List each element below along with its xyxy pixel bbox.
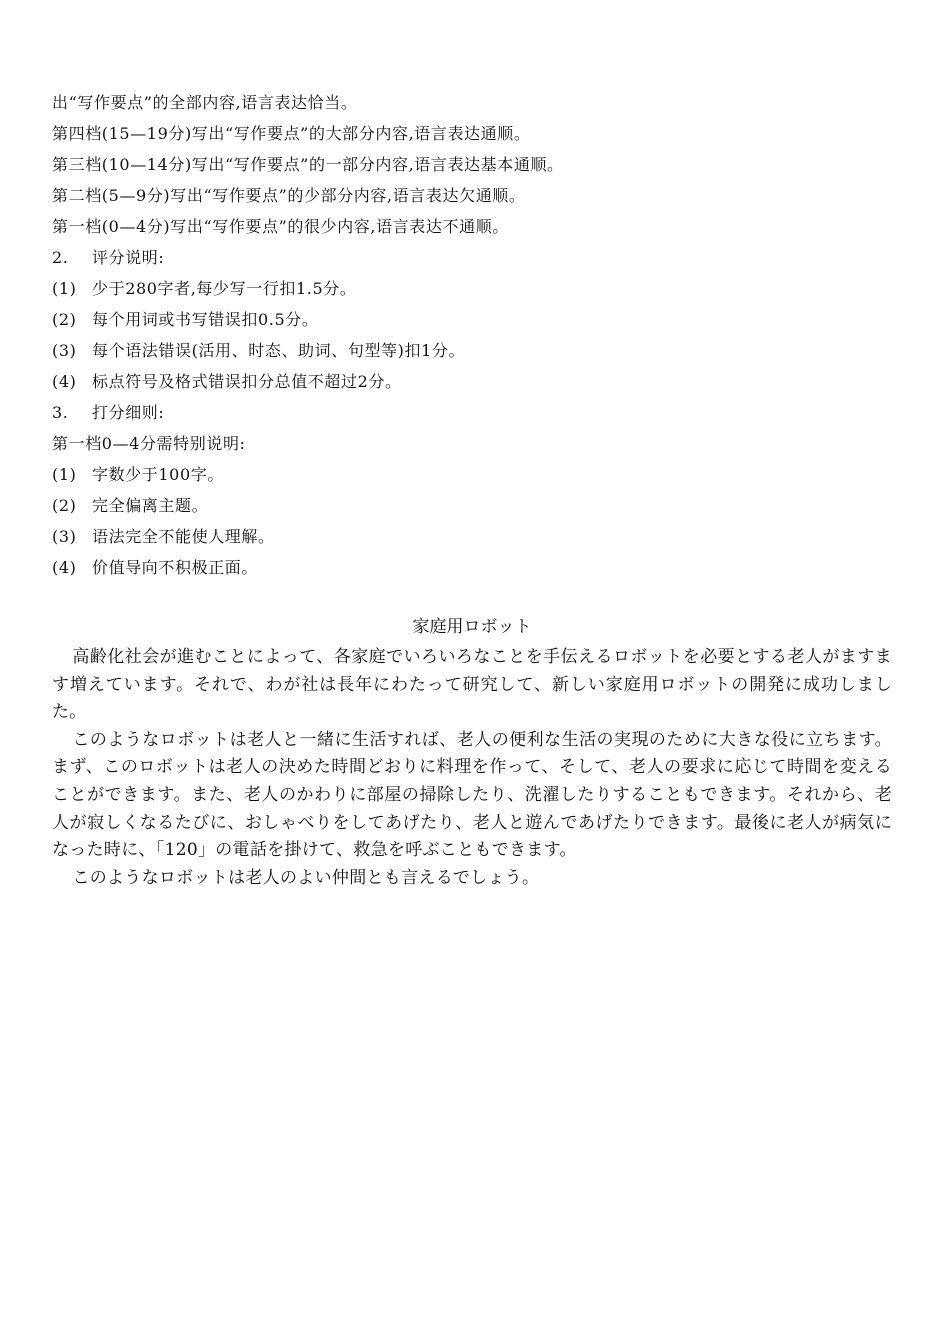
section3-item [52,524,892,555]
section3-item [52,555,892,586]
section2-item [52,307,892,338]
section3-heading [52,400,892,431]
item-text: 价值导向不积极正面。 [92,558,259,577]
level3-description: 第三档(10—14分)写出“写作要点”的一部分内容,语言表达基本通顺。 [52,155,564,174]
section3-note: 第一档0—4分需特别说明: [52,434,246,453]
section2-item [52,338,892,369]
scoring-rubric [52,90,892,586]
item-text: 每个用词或书写错误扣0.5分。 [92,310,319,329]
item-number: (1) [52,279,77,298]
sample-essay [52,614,892,892]
section2-item [52,276,892,307]
section3-number: 3. [52,403,69,422]
section2-number: 2. [52,248,69,267]
section3-item [52,462,892,493]
level1-description: 第一档(0—4分)写出“写作要点”的很少内容,语言表达不通顺。 [52,217,509,236]
essay-paragraph: このようなロボットは老人のよい仲間とも言えるでしょう。 [72,867,540,888]
item-text: 语法完全不能使人理解。 [92,527,275,546]
item-number: (4) [52,558,77,577]
section2-item [52,369,892,400]
section2-title: 评分说明: [92,248,165,267]
item-text: 少于280字者,每少写一行扣1.5分。 [92,279,357,298]
level5-description-tail: 出“写作要点”的全部内容,语言表达恰当。 [52,93,358,112]
essay-paragraph: 高齢化社会が進むことによって、各家庭でいろいろなことを手伝えるロボットを必要とする老人がますます増えています。それで、わが社は長年にわたって研究して、新しい家庭用ロボットの開発に成功しました。 [52,647,892,723]
level2-description: 第二档(5—9分)写出“写作要点”的少部分内容,语言表达欠通顺。 [52,186,526,205]
essay-title: 家庭用ロボット [412,617,532,637]
item-text: 标点符号及格式错误扣分总值不超过2分。 [92,372,402,391]
item-number: (2) [52,496,77,515]
section2-heading [52,245,892,276]
item-number: (2) [52,310,77,329]
section3-item [52,493,892,524]
item-text: 字数少于100字。 [92,465,224,484]
item-text: 完全偏离主题。 [92,496,209,515]
item-number: (1) [52,465,77,484]
level4-description: 第四档(15—19分)写出“写作要点”的大部分内容,语言表达通顺。 [52,124,531,143]
item-number: (3) [52,527,77,546]
section3-title: 打分细则: [92,403,165,422]
item-number: (3) [52,341,77,360]
item-text: 每个语法错误(活用、时态、助词、句型等)扣1分。 [92,341,466,360]
item-number: (4) [52,372,77,391]
essay-paragraph: このようなロボットは老人と一緒に生活すれば、老人の便利な生活の実現のために大きな役に立ちます。まず、このロボットは老人の決めた時間どおりに料理を作って、そして、老人の要求に応じて時間を変えることができます。また、老人のかわりに部屋の掃除したり、洗濯したりすることもできます。それから、老人が寂しくなるたびに、おしゃべりをしてあげたり、老人と遊んであげたりできます。最後に老人が病気になった時に、「120」の電話を掛けて、救急を呼ぶこともできます。 [52,729,892,861]
